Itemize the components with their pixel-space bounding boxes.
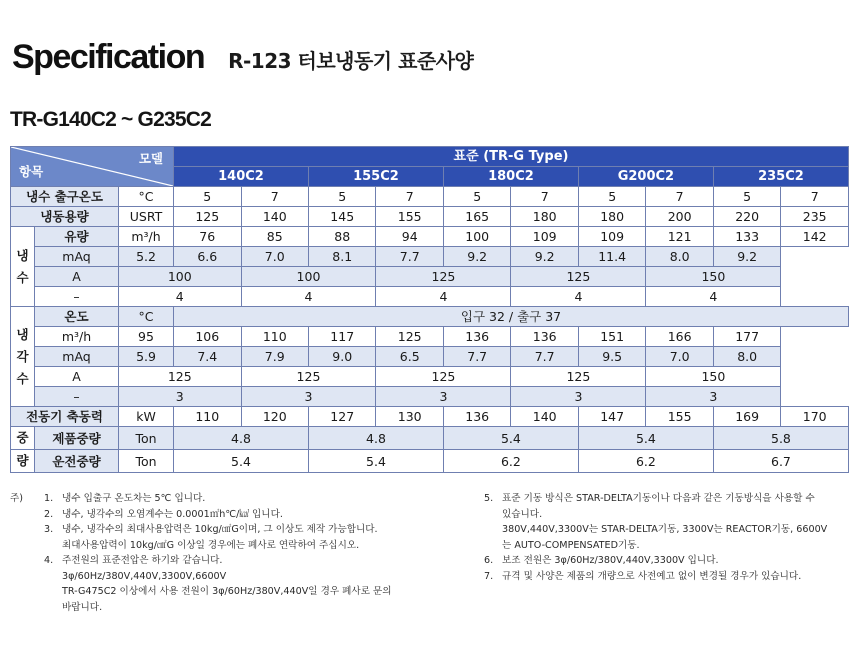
note-line — [484, 553, 856, 569]
chilled_flow-value-7: 121 — [646, 227, 713, 247]
chilled_pass-value-1: 4 — [241, 287, 376, 307]
note-line — [484, 491, 856, 507]
chilled_flow-value-4: 100 — [443, 227, 510, 247]
chilled_headloss-value-9: 9.2 — [713, 247, 780, 267]
chilled_flow-value-6: 109 — [578, 227, 645, 247]
chilled_headloss-value-6: 9.2 — [511, 247, 578, 267]
notes-right-list — [484, 491, 856, 584]
capacity-value-6: 180 — [578, 207, 645, 227]
note-number: 3. — [44, 524, 54, 535]
operating_weight-value-1: 5.4 — [308, 450, 443, 473]
table-row — [11, 267, 849, 287]
motor_output-value-4: 136 — [443, 407, 510, 427]
chilled_pass-value-3: 4 — [511, 287, 646, 307]
product_weight-value-1: 4.8 — [308, 427, 443, 450]
chilled_pass-value-0: 4 — [119, 287, 242, 307]
note-item — [44, 522, 460, 553]
note-item — [44, 553, 460, 615]
cooling_headloss-value-0: 5.9 — [119, 347, 174, 367]
cooling_temp-value: 입구 32 / 출구 37 — [174, 307, 849, 327]
chilled_out_temp-value-1: 7 — [241, 187, 308, 207]
chilled_pipe-value-4: 150 — [646, 267, 781, 287]
cooling_pass-value-3: 3 — [511, 387, 646, 407]
motor_output-value-0: 110 — [174, 407, 241, 427]
note-item — [484, 553, 856, 569]
motor_output-label: 전동기 축동력 — [11, 407, 119, 427]
note-number: 2. — [44, 508, 54, 520]
note-text: 있습니다. — [502, 508, 543, 520]
chilled_out_temp-value-5: 7 — [511, 187, 578, 207]
model-header-3: G200C2 — [578, 167, 713, 187]
table-row — [11, 247, 849, 267]
cooling_flow-value-7: 151 — [578, 327, 645, 347]
chilled_out_temp-unit: °C — [119, 187, 174, 207]
table-row — [11, 327, 849, 347]
note-text: 3φ/60Hz/380V,440V,3300V,6600V — [62, 570, 227, 582]
note-number: 5. — [484, 493, 494, 504]
chilled_pipe-value-3: 125 — [511, 267, 646, 287]
note-text: 표준 기동 방식은 STAR-DELTA기동이나 다음과 같은 기동방식을 사용할 수 — [502, 493, 815, 504]
note-line — [44, 553, 460, 569]
chilled_headloss-value-0: 5.2 — [119, 247, 174, 267]
chilled_pass-unit: – — [35, 287, 119, 307]
capacity-value-8: 220 — [713, 207, 780, 227]
notes-left-list — [44, 491, 460, 615]
cooling_headloss-value-2: 7.9 — [241, 347, 308, 367]
note-item — [484, 569, 856, 585]
chilled_headloss-value-7: 11.4 — [578, 247, 645, 267]
motor_output-value-6: 147 — [578, 407, 645, 427]
weight-group-bottom: 량 — [11, 450, 35, 473]
capacity-value-2: 145 — [308, 207, 375, 227]
cooling_flow-value-0: 95 — [119, 327, 174, 347]
table-row — [11, 367, 849, 387]
model-header-4: 235C2 — [713, 167, 848, 187]
cooling_pipe-value-1: 125 — [241, 367, 376, 387]
capacity-value-5: 180 — [511, 207, 578, 227]
product_weight-unit: Ton — [119, 427, 174, 450]
note-line — [44, 522, 460, 538]
note-text: 보조 전원은 3φ/60Hz/380V,440V,3300V 입니다. — [502, 555, 719, 566]
cooling_flow-value-2: 110 — [241, 327, 308, 347]
cooling_headloss-value-7: 9.5 — [578, 347, 645, 367]
operating_weight-value-3: 6.2 — [578, 450, 713, 473]
corner-model-label: 모델 — [138, 151, 164, 166]
chilled-water-group: 냉 수 — [11, 227, 35, 307]
cooling_temp-label: 온도 — [35, 307, 119, 327]
cooling_pipe-value-4: 150 — [646, 367, 781, 387]
table-row — [11, 307, 849, 327]
motor_output-value-8: 169 — [713, 407, 780, 427]
cooling_pipe-unit: A — [35, 367, 119, 387]
chilled_headloss-value-2: 7.0 — [241, 247, 308, 267]
cooling_flow-value-9: 177 — [713, 327, 780, 347]
note-item — [484, 491, 856, 553]
spec-table — [10, 146, 849, 473]
product_weight-value-3: 5.4 — [578, 427, 713, 450]
chilled_out_temp-value-6: 5 — [578, 187, 645, 207]
model-header-1: 155C2 — [308, 167, 443, 187]
chilled_out_temp-value-8: 5 — [713, 187, 780, 207]
cooling_flow-value-1: 106 — [174, 327, 241, 347]
chilled_out_temp-label: 냉수 출구온도 — [11, 187, 119, 207]
operating_weight-unit: Ton — [119, 450, 174, 473]
page-title: Specification — [12, 38, 205, 76]
product_weight-label: 제품중량 — [35, 427, 119, 450]
capacity-value-7: 200 — [646, 207, 713, 227]
table-corner-header — [11, 147, 174, 187]
cooling_pass-value-0: 3 — [119, 387, 242, 407]
chilled_headloss-value-3: 8.1 — [308, 247, 375, 267]
note-text: 냉수 입출구 온도차는 5℃ 입니다. — [62, 493, 206, 504]
note-text: 최대사용압력이 10kg/㎠G 이상일 경우에는 폐사로 연락하여 주십시오. — [62, 539, 360, 551]
chilled_pipe-value-2: 125 — [376, 267, 511, 287]
table-row — [11, 427, 849, 450]
cooling_pipe-value-2: 125 — [376, 367, 511, 387]
chilled_out_temp-value-4: 5 — [443, 187, 510, 207]
cooling_headloss-value-4: 6.5 — [376, 347, 443, 367]
chilled_headloss-value-8: 8.0 — [646, 247, 713, 267]
cooling-water-group: 냉 각 수 — [11, 307, 35, 407]
note-text: 규격 및 사양은 제품의 개량으로 사전예고 없이 변경될 경우가 있습니다. — [502, 570, 802, 582]
note-text: 냉수, 냉각수의 최대사용압력은 10kg/㎠G이며, 그 이상도 제작 가능합니다. — [62, 524, 378, 535]
capacity-value-4: 165 — [443, 207, 510, 227]
corner-item-label: 항목 — [19, 164, 44, 179]
note-text: TR-G475C2 이상에서 사용 전원이 3φ/60Hz/380V,440V일 경우 폐사로 문의 — [62, 586, 392, 597]
standard-type-header: 표준 (TR-G Type) — [174, 147, 849, 167]
table-row — [11, 347, 849, 367]
motor_output-value-1: 120 — [241, 407, 308, 427]
operating_weight-value-0: 5.4 — [174, 450, 309, 473]
note-line — [44, 491, 460, 507]
chilled_flow-value-2: 88 — [308, 227, 375, 247]
chilled_flow-value-1: 85 — [241, 227, 308, 247]
motor_output-value-9: 170 — [781, 407, 849, 427]
chilled_flow-value-8: 133 — [713, 227, 780, 247]
capacity-unit: USRT — [119, 207, 174, 227]
motor_output-value-7: 155 — [646, 407, 713, 427]
chilled_pipe-value-1: 100 — [241, 267, 376, 287]
note-text: 주전원의 표준전압은 하기와 같습니다. — [62, 555, 223, 566]
chilled_pipe-unit: A — [35, 267, 119, 287]
cooling_headloss-unit: mAq — [35, 347, 119, 367]
model-range: TR-G140C2 ~ G235C2 — [10, 108, 211, 131]
chilled_headloss-value-4: 7.7 — [376, 247, 443, 267]
chilled_pipe-value-0: 100 — [119, 267, 242, 287]
table-row — [11, 287, 849, 307]
note-text: 냉수, 냉각수의 오염계수는 0.0001㎡h℃/㎉ 입니다. — [62, 508, 283, 520]
operating_weight-label: 운전중량 — [35, 450, 119, 473]
motor_output-value-3: 130 — [376, 407, 443, 427]
cooling_temp-unit: °C — [119, 307, 174, 327]
weight-group-top: 중 — [11, 427, 35, 450]
chilled_flow-label: 유량 — [35, 227, 119, 247]
cooling_pass-unit: – — [35, 387, 119, 407]
cooling_flow-value-8: 166 — [646, 327, 713, 347]
cooling_headloss-value-3: 9.0 — [308, 347, 375, 367]
table-row — [11, 450, 849, 473]
cooling_headloss-value-6: 7.7 — [511, 347, 578, 367]
cooling_pipe-value-0: 125 — [119, 367, 242, 387]
chilled_flow-value-9: 142 — [781, 227, 849, 247]
cooling_headloss-value-1: 7.4 — [174, 347, 241, 367]
note-line — [484, 569, 856, 585]
note-line — [44, 507, 460, 523]
cooling_flow-value-3: 117 — [308, 327, 375, 347]
note-text: 는 AUTO-COMPENSATED기동. — [502, 539, 640, 551]
chilled_out_temp-value-9: 7 — [781, 187, 849, 207]
chilled_flow-value-5: 109 — [511, 227, 578, 247]
chilled_out_temp-value-7: 7 — [646, 187, 713, 207]
chilled_out_temp-value-3: 7 — [376, 187, 443, 207]
operating_weight-value-2: 6.2 — [443, 450, 578, 473]
chilled_flow-value-0: 76 — [174, 227, 241, 247]
capacity-value-1: 140 — [241, 207, 308, 227]
cooling_headloss-value-8: 7.0 — [646, 347, 713, 367]
table-row — [11, 407, 849, 427]
product_weight-value-0: 4.8 — [174, 427, 309, 450]
cooling_pipe-value-3: 125 — [511, 367, 646, 387]
chilled_headloss-value-1: 6.6 — [174, 247, 241, 267]
chilled_pass-value-2: 4 — [376, 287, 511, 307]
note-number: 1. — [44, 493, 54, 504]
chilled_headloss-value-5: 9.2 — [443, 247, 510, 267]
cooling_flow-value-6: 136 — [511, 327, 578, 347]
note-number: 7. — [484, 570, 494, 582]
notes-prefix: 주) — [10, 493, 24, 504]
cooling_flow-unit: m³/h — [35, 327, 119, 347]
table-row — [11, 387, 849, 407]
cooling_flow-value-4: 125 — [376, 327, 443, 347]
title-row — [12, 38, 473, 77]
chilled_out_temp-value-0: 5 — [174, 187, 241, 207]
note-number: 6. — [484, 555, 494, 566]
note-item — [44, 507, 460, 523]
cooling_pass-value-1: 3 — [241, 387, 376, 407]
cooling_headloss-value-9: 8.0 — [713, 347, 780, 367]
chilled_flow-unit: m³/h — [119, 227, 174, 247]
table-row — [11, 207, 849, 227]
chilled_pass-value-4: 4 — [646, 287, 781, 307]
cooling_headloss-value-5: 7.7 — [443, 347, 510, 367]
note-text: 바랍니다. — [62, 601, 103, 613]
operating_weight-value-4: 6.7 — [713, 450, 848, 473]
capacity-value-3: 155 — [376, 207, 443, 227]
note-number: 4. — [44, 555, 54, 566]
cooling_flow-value-5: 136 — [443, 327, 510, 347]
motor_output-value-5: 140 — [511, 407, 578, 427]
cooling_pass-value-2: 3 — [376, 387, 511, 407]
capacity-value-9: 235 — [781, 207, 849, 227]
motor_output-unit: kW — [119, 407, 174, 427]
chilled_out_temp-value-2: 5 — [308, 187, 375, 207]
table-row — [11, 187, 849, 207]
note-text: 380V,440V,3300V는 STAR-DELTA기동, 3300V는 REACTOR기동, 6600V — [502, 524, 828, 535]
chilled_headloss-unit: mAq — [35, 247, 119, 267]
capacity-label: 냉동용량 — [11, 207, 119, 227]
model-header-2: 180C2 — [443, 167, 578, 187]
chilled_flow-value-3: 94 — [376, 227, 443, 247]
note-item — [44, 491, 460, 507]
motor_output-value-2: 127 — [308, 407, 375, 427]
capacity-value-0: 125 — [174, 207, 241, 227]
cooling_pass-value-4: 3 — [646, 387, 781, 407]
page-subtitle: R-123 터보냉동기 표준사양 — [228, 49, 474, 73]
product_weight-value-4: 5.8 — [713, 427, 848, 450]
table-row — [11, 227, 849, 247]
model-header-0: 140C2 — [174, 167, 309, 187]
product_weight-value-2: 5.4 — [443, 427, 578, 450]
